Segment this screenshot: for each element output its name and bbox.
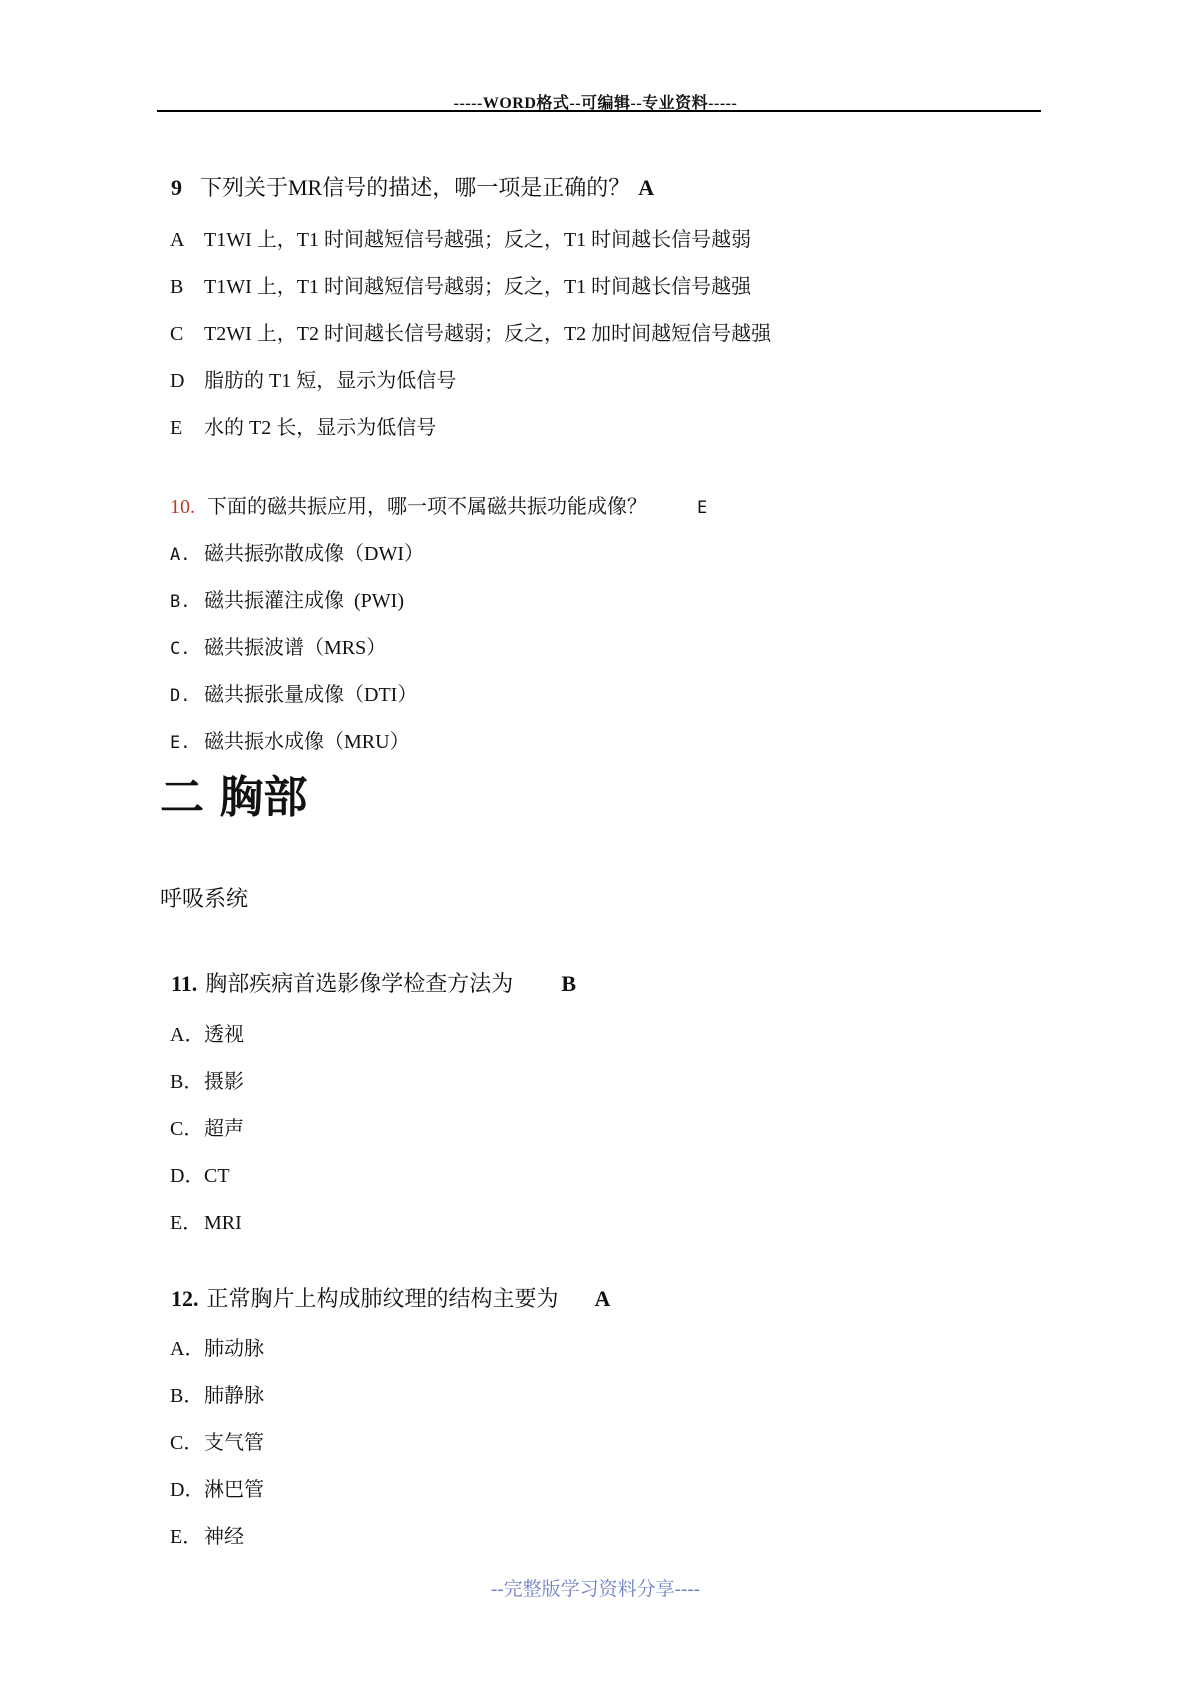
option-row <box>160 1407 264 1455</box>
page-header: -----WORD格式--可编辑--专业资料----- <box>453 95 738 112</box>
option-text: T1WI 上，T1 时间越短信号越强；反之，T1 时间越长信号越弱 <box>204 229 752 251</box>
option-row <box>160 1093 244 1141</box>
answer-key: E <box>697 498 708 518</box>
option-letter: D <box>170 370 185 392</box>
option-row <box>160 392 436 440</box>
option-text: 磁共振水成像（MRU） <box>204 731 410 753</box>
answer-key: A <box>638 175 655 200</box>
question-text: 胸部疾病首选影像学检查方法为 <box>205 971 514 996</box>
option-text: 水的 T2 长，显示为低信号 <box>204 417 437 439</box>
option-letter: E． <box>170 1526 203 1548</box>
option-text: 支气管 <box>204 1432 264 1454</box>
question-11 <box>160 948 576 996</box>
option-letter: A. <box>170 545 191 565</box>
option-row <box>160 659 417 708</box>
option-row <box>160 518 424 567</box>
option-letter: B． <box>170 1385 204 1407</box>
question-10 <box>160 471 707 520</box>
option-row <box>160 1140 230 1188</box>
option-letter: D． <box>170 1479 205 1501</box>
option-letter: C． <box>170 1118 204 1140</box>
option-text: T1WI 上，T1 时间越短信号越弱；反之，T1 时间越长信号越强 <box>204 276 752 298</box>
option-text: 磁共振波谱（MRS） <box>204 637 387 659</box>
question-number: 12. <box>171 1286 199 1311</box>
option-text: 磁共振弥散成像（DWI） <box>204 543 424 565</box>
option-letter: E <box>170 417 183 439</box>
option-row <box>160 706 410 755</box>
option-row <box>160 999 244 1047</box>
answer-key: A <box>594 1286 611 1311</box>
option-text: 磁共振张量成像（DTI） <box>204 684 418 706</box>
option-letter: C. <box>170 639 191 659</box>
option-text: 透视 <box>204 1024 244 1046</box>
option-letter: C． <box>170 1432 204 1454</box>
option-text: 肺静脉 <box>204 1385 264 1407</box>
option-row <box>160 1313 264 1361</box>
question-12 <box>160 1263 610 1311</box>
option-row <box>160 1360 264 1408</box>
option-row <box>160 251 751 299</box>
option-text: 超声 <box>204 1118 244 1140</box>
option-letter: E. <box>170 733 191 753</box>
question-text: 下列关于MR信号的描述，哪一项是正确的？ <box>200 175 631 200</box>
option-row <box>160 298 771 346</box>
option-letter: B <box>170 276 184 298</box>
option-letter: E． <box>170 1212 203 1234</box>
page-footer: --完整版学习资料分享---- <box>491 1579 700 1600</box>
option-text: CT <box>204 1165 230 1187</box>
question-number: 11. <box>171 971 198 996</box>
section-title: 二 胸部 <box>160 772 308 823</box>
option-letter: D. <box>170 686 191 706</box>
option-row <box>160 345 456 393</box>
option-row <box>160 1046 244 1094</box>
option-row <box>160 612 386 661</box>
option-text: 淋巴管 <box>204 1479 264 1501</box>
header-divider <box>157 110 1041 112</box>
option-letter: B. <box>170 592 191 612</box>
option-text: MRI <box>204 1212 242 1234</box>
option-text: 神经 <box>204 1526 244 1548</box>
option-row <box>160 565 404 614</box>
option-letter: A． <box>170 1338 205 1360</box>
section-subheading: 呼吸系统 <box>160 886 249 911</box>
option-text: 脂肪的 T1 短，显示为低信号 <box>204 370 457 392</box>
option-letter: A． <box>170 1024 205 1046</box>
question-text: 正常胸片上构成肺纹理的结构主要为 <box>206 1286 559 1311</box>
question-text: 下面的磁共振应用，哪一项不属磁共振功能成像？ <box>207 496 647 518</box>
option-letter: D． <box>170 1165 205 1187</box>
question-9 <box>160 152 654 200</box>
answer-key: B <box>561 971 576 996</box>
option-row <box>160 204 751 252</box>
option-text: T2WI 上，T2 时间越长信号越弱；反之，T2 加时间越短信号越强 <box>204 323 772 345</box>
question-number: 9 <box>171 175 182 200</box>
option-letter: C <box>170 323 184 345</box>
option-text: 肺动脉 <box>204 1338 264 1360</box>
option-row <box>160 1501 244 1549</box>
option-row <box>160 1187 242 1235</box>
option-letter: A <box>170 229 185 251</box>
option-text: 磁共振灌注成像 (PWI) <box>204 590 404 612</box>
question-number: 10. <box>170 496 195 518</box>
option-row <box>160 1454 264 1502</box>
option-text: 摄影 <box>204 1071 244 1093</box>
option-letter: B． <box>170 1071 204 1093</box>
